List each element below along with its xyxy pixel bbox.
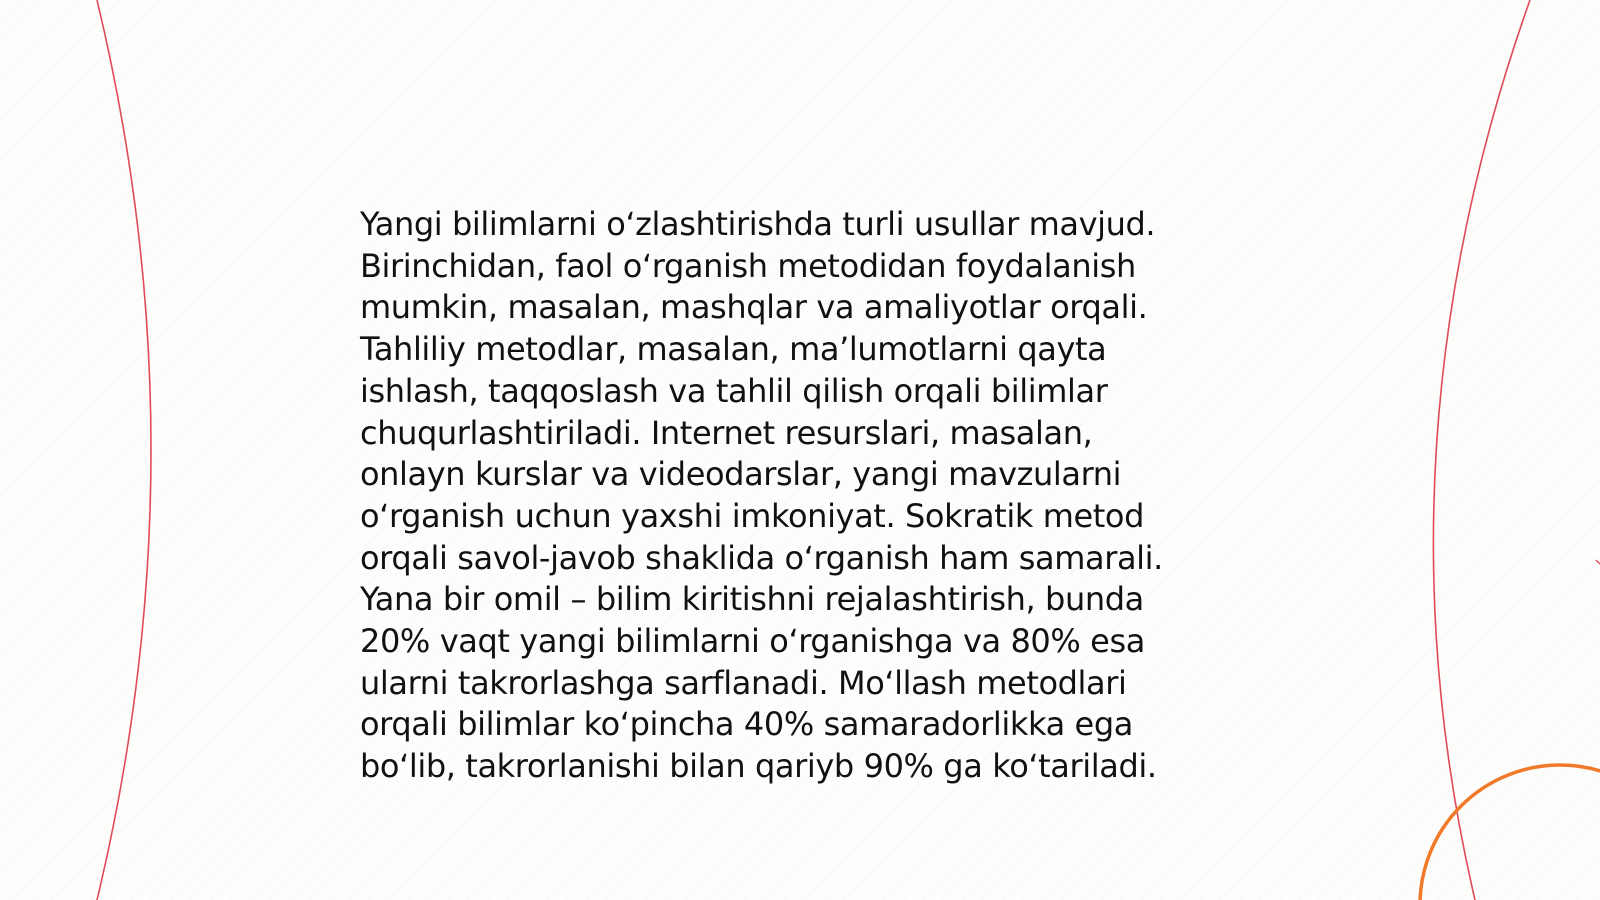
- small-arrow-mark: [1596, 560, 1600, 564]
- paragraph-line: orqali savol-javob shaklida o‘rganish ham samarali.: [360, 538, 1163, 577]
- slide-body-text: [360, 204, 1220, 788]
- paragraph-line: chuqurlashtiriladi. Internet resurslari, masalan,: [360, 413, 1093, 452]
- paragraph-line: Tahliliy metodlar, masalan, ma’lumotlarni qayta: [360, 330, 1107, 369]
- orange-circle-outline: [1420, 765, 1600, 900]
- paragraph-line: mumkin, masalan, mashqlar va amaliyotlar orqali.: [360, 288, 1148, 327]
- paragraph-line: orqali bilimlar ko‘pincha 40% samaradorlikka ega: [360, 705, 1133, 744]
- paragraph-line: 20% vaqt yangi bilimlarni o‘rganishga va 80% esa: [360, 622, 1145, 661]
- paragraph-line: bo‘lib, takrorlanishi bilan qariyb 90% ga ko‘tariladi.: [360, 747, 1157, 786]
- paragraph-line: o‘rganish uchun yaxshi imkoniyat. Sokratik metod: [360, 496, 1145, 535]
- paragraph-line: Birinchidan, faol o‘rganish metodidan foydalanish: [360, 246, 1136, 285]
- right-red-arc: [1433, 0, 1530, 900]
- paragraph-line: Yangi bilimlarni o‘zlashtirishda turli usullar mavjud.: [360, 205, 1156, 243]
- paragraph-line: ularni takrorlashga sarflanadi. Mo‘llash metodlari: [360, 663, 1127, 702]
- paragraph-line: onlayn kurslar va videodarslar, yangi mavzularni: [360, 455, 1122, 494]
- paragraph-line: Yana bir omil – bilim kiritishni rejalashtirish, bunda: [360, 580, 1144, 619]
- paragraph-line: ishlash, taqqoslash va tahlil qilish orqali bilimlar: [360, 371, 1108, 410]
- left-red-arc: [97, 0, 151, 900]
